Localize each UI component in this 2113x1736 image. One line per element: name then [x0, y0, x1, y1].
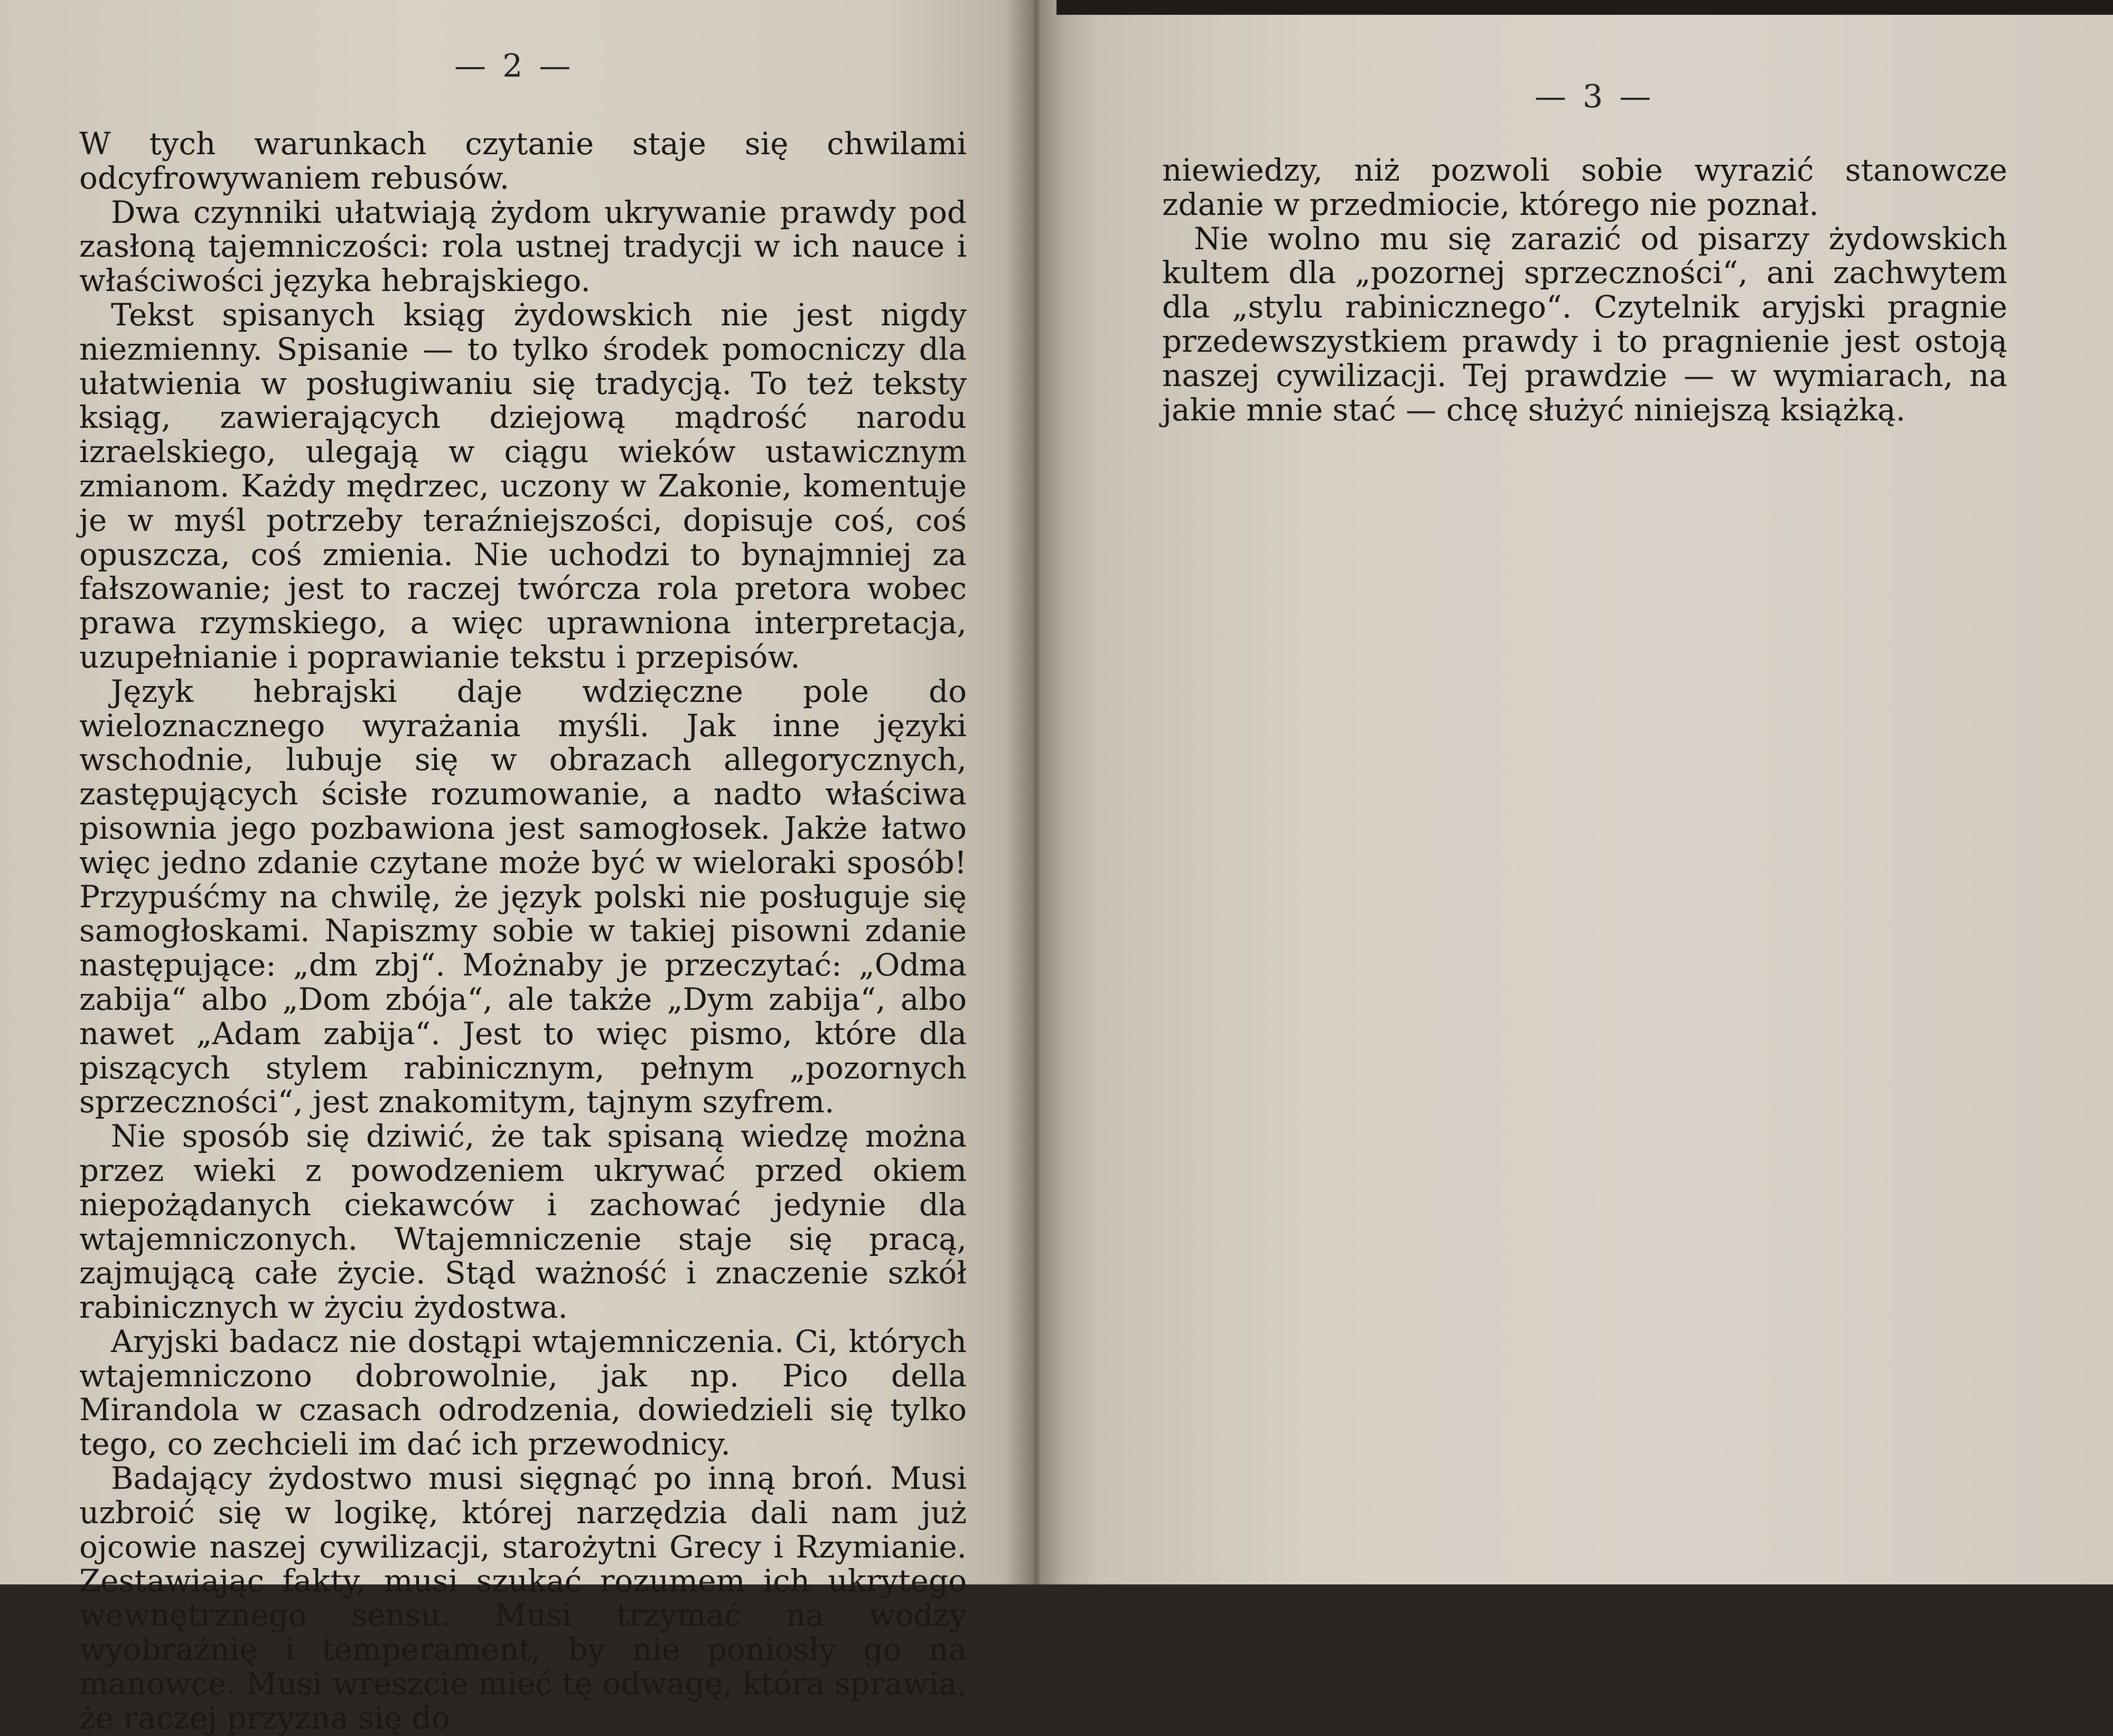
book-gutter — [1006, 0, 1064, 1584]
page-number-left: — 2 — — [454, 48, 574, 85]
paragraph: Nie sposób się dziwić, że tak spisaną wiedzę można przez wieki z powodzeniem ukrywać przed okiem niepożądanych ciekawców i zachować jedynie dla wtajemniczonych. Wtajemniczenie staje się pracą, zajmującą całe życie. Stąd ważność i znaczenie szkół rabinicznych w życiu żydostwa. — [79, 1118, 967, 1326]
paragraph: Aryjski badacz nie dostąpi wtajemniczenia. Ci, których wtajemniczono dobrowolnie, jak np. Pico della Mirandola w czasach odrodzenia, dowiedzieli się tylko tego, co zechcieli im dać ich przewodnicy. — [79, 1323, 967, 1462]
paragraph: Język hebrajski daje wdzięczne pole do wieloznacznego wyrażania myśli. Jak inne języki wschodnie, lubuje się w obrazach allegorycznych, zastępujących ścisłe rozumowanie, a nadto właściwa pisownia jego pozbawiona jest samogłosek. Jakże łatwo więc jedno zdanie czytane może być w wieloraki sposób! Przypuśćmy na chwilę, że język polski nie posługuje się samogłoskami. Napiszmy sobie w takiej pisowni zdanie następujące: „dm zbj“. Możnaby je przeczytać: „Odma zabija“ albo „Dom zbója“, ale także „Dym zabija“, albo nawet „Adam zabija“. Jest to więc pismo, które dla piszących stylem rabinicznym, pełnym „pozornych sprzeczności“, jest znakomitym, tajnym szyfrem. — [79, 673, 967, 1120]
paragraph: Badający żydostwo musi sięgnąć po inną broń. Musi uzbroić się w logikę, której narzędzia dali nam już ojcowie naszej cywilizacji, starożytni Grecy i Rzymianie. Zestawiając fakty, musi szukać rozumem ich ukrytego wewnętrznego sensu. Musi trzymać na wodzy wyobraźnię i temperament, by nie poniosły go na manowce. Musi wreszcie mieć tę odwagę, która sprawia, że raczej przyzna się do — [79, 1460, 967, 1736]
paragraph: Tekst spisanych ksiąg żydowskich nie jest nigdy niezmienny. Spisanie — to tylko środek pomocniczy dla ułatwienia w posługiwaniu się tradycją. To też teksty ksiąg, zawierających dziejową mądrość narodu izraelskiego, ulegają w ciągu wieków ustawicznym zmianom. Każdy mędrzec, uczony w Zakonie, komentuje je w myśl potrzeby teraźniejszości, dopisuje coś, coś opuszcza, coś zmienia. Nie uchodzi to bynajmniej za fałszowanie; jest to raczej twórcza rola pretora wobec prawa rzymskiego, a więc uprawniona interpretacja, uzupełnianie i poprawianie tekstu i przepisów. — [79, 296, 967, 675]
paragraph: Dwa czynniki ułatwiają żydom ukrywanie prawdy pod zasłoną tajemniczości: rola ustnej tradycji w ich nauce i właściwości języka hebrajskiego. — [79, 194, 967, 299]
background-edge — [1056, 0, 2113, 15]
right-page-text — [1162, 153, 2007, 427]
left-page — [0, 0, 1035, 1736]
left-page-text — [79, 127, 967, 1735]
paragraph: W tych warunkach czytanie staje się chwilami odcyfrowywaniem rebusów. — [79, 126, 967, 196]
paragraph: niewiedzy, niż pozwoli sobie wyrazić stanowcze zdanie w przedmiocie, którego nie poznał. — [1162, 152, 2007, 222]
page-number-right: — 3 — — [1535, 78, 1654, 115]
paragraph: Nie wolno mu się zarazić od pisarzy żydowskich kultem dla „pozornej sprzeczności“, ani zachwytem dla „stylu rabinicznego“. Czytelnik aryjski pragnie przedewszystkiem prawdy i to pragnienie jest ostoją naszej cywilizacji. Tej prawdzie — w wymiarach, na jakie mnie stać — chcę służyć niniejszą książką. — [1162, 220, 2007, 428]
